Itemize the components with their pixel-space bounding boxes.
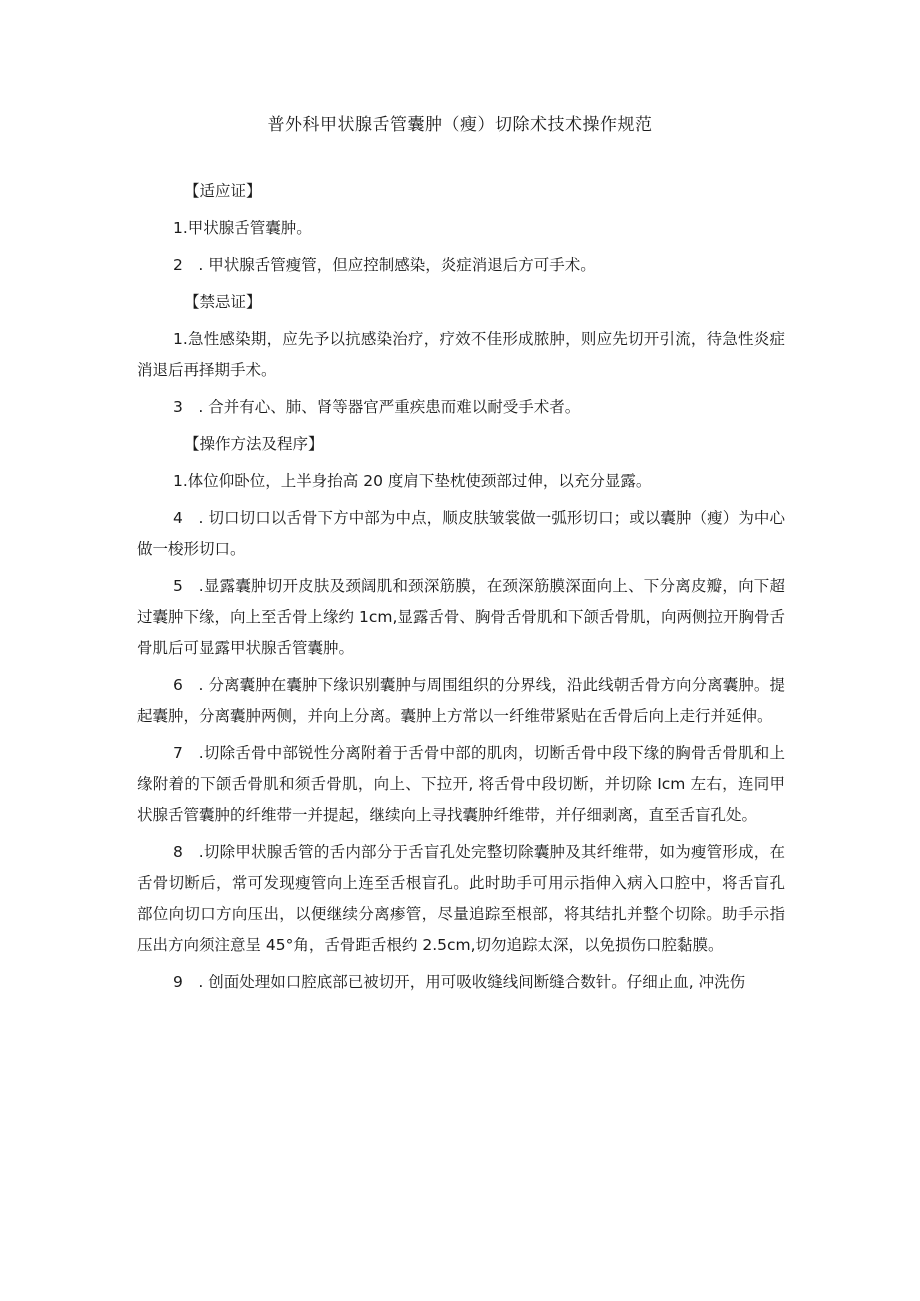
section-heading-indications: 【适应证】 [184, 182, 262, 200]
paragraph: 5 .显露囊肿切开皮肤及颈阔肌和颈深筋膜，在颈深筋膜深面向上、下分离皮瓣，向下超过囊肿下缘，向上至舌骨上缘约 1cm,显露舌骨、胸骨舌骨肌和下颌舌骨肌，向两侧拉开胸骨舌骨肌后可显露甲状腺舌管囊肿。 [137, 577, 785, 657]
paragraph: 4 . 切口切口以舌骨下方中部为中点，顺皮肤皱裳做一弧形切口；或以囊肿（瘦）为中心做一梭形切口。 [137, 509, 785, 558]
document-body [137, 176, 785, 1004]
paragraph: 9 . 创面处理如口腔底部已被切开，用可吸收缝线间断缝合数针。仔细止血, 冲洗伤 [173, 973, 746, 991]
paragraph: 7 .切除舌骨中部锐性分离附着于舌骨中部的肌肉，切断舌骨中段下缘的胸骨舌骨肌和上缘附着的下颌舌骨肌和须舌骨肌，向上、下拉开, 将舌骨中段切断，并切除 Icm 左右，连同甲状腺舌管囊肿的纤维带一并提起，继续向上寻找囊肿纤维带，并仔细剥离，直至舌盲孔处。 [137, 744, 785, 824]
paragraph: 1.体位仰卧位，上半身抬高 20 度肩下垫枕使颈部过伸，以充分显露。 [173, 472, 652, 490]
paragraph: 8 .切除甲状腺舌管的舌内部分于舌盲孔处完整切除囊肿及其纤维带，如为瘦管形成，在舌骨切断后，常可发现瘦管向上连至舌根盲孔。此时助手可用示指伸入病入口腔中，将舌盲孔部位向切口方向压出，以便继续分离瘆管，尽量追踪至根部，将其结扎并整个切除。助手示指压出方向须注意呈 45°角，舌骨距舌根约 2.5cm,切勿追踪太深，以免损伤口腔黏膜。 [137, 843, 785, 954]
section-heading-contraindications: 【禁忌证】 [184, 293, 262, 311]
paragraph: 2 . 甲状腺舌管瘦管，但应控制感染，炎症消退后方可手术。 [173, 256, 596, 274]
paragraph: 3 . 合并有心、肺、肾等器官严重疾患而难以耐受手术者。 [173, 398, 581, 416]
document-title: 普外科甲状腺舌管囊肿（瘦）切除术技术操作规范 [267, 115, 653, 135]
paragraph: 1.急性感染期，应先予以抗感染治疗，疗效不佳形成脓肿，则应先切开引流，待急性炎症消退后再择期手术。 [137, 330, 785, 379]
paragraph: 1.甲状腺舌管囊肿。 [173, 219, 312, 237]
paragraph: 6 . 分离囊肿在囊肿下缘识别囊肿与周围组织的分界线，沿此线朝舌骨方向分离囊肿。提起囊肿，分离囊肿两侧，并向上分离。囊肿上方常以一纤维带紧贴在舌骨后向上走行并延伸。 [137, 676, 785, 725]
section-heading-procedure: 【操作方法及程序】 [184, 435, 324, 453]
